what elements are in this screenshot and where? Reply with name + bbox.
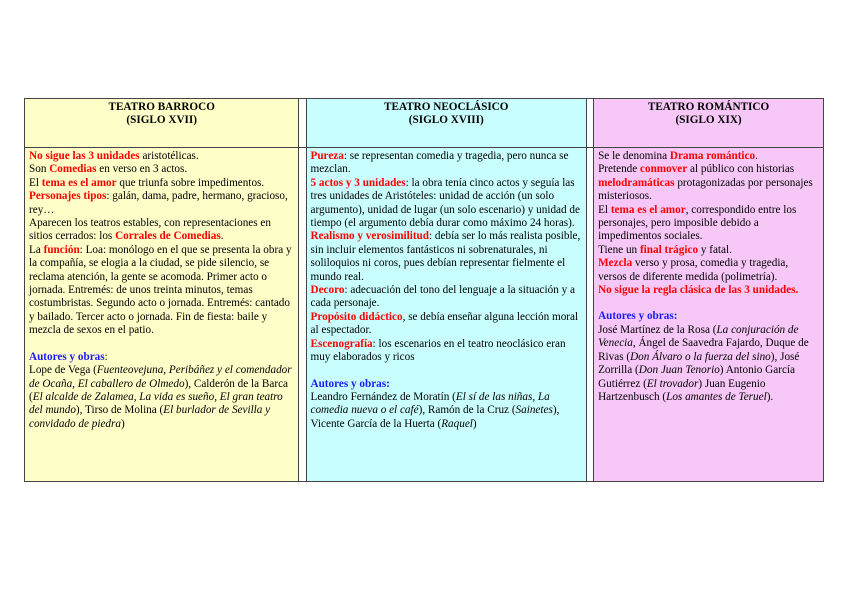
gap-cell — [299, 148, 306, 482]
text: ), Tirso de Molina ( — [75, 404, 164, 417]
text: que triunfa sobre impedimentos. — [116, 176, 265, 189]
keyword: conmover — [640, 163, 688, 176]
keyword: final trágico — [639, 243, 699, 256]
work-title: El sí de las niñas, La comedia nueva o el café — [310, 390, 550, 417]
header-neoclasico-title: TEATRO NEOCLÁSICO — [384, 101, 509, 113]
header-barroco-sub: (SIGLO XVII) — [126, 114, 197, 127]
work-title: El alcalde de Zalamea, La vida es sueño, El gran teatro del mundo — [29, 390, 283, 417]
text: La — [29, 243, 44, 256]
neo-actos — [311, 177, 583, 231]
text: al público con historias — [687, 163, 795, 176]
header-row — [25, 99, 824, 148]
work-title: El burlador de Sevilla y convidado de piedra — [29, 404, 271, 430]
gap-cell — [587, 148, 594, 482]
spacer — [598, 297, 819, 310]
keyword: melodramáticas — [598, 176, 675, 189]
text: ) Juan Eugenio Hartzenbusch ( — [598, 377, 766, 403]
work-title: El trovador — [646, 377, 699, 390]
text: : Loa: monólogo en el que se presenta la obra y la compañía, se elogia a la ciudad, se pide silencio, se reclama atención, la gente se acomoda. Primer acto o jornada. Entremés: de unos treinta minutos, temas costumbristas. Segundo acto o jornada. Entremés: cantado y bailado. Tercer acto o jornada. Fin de fiesta: baile y mezcla de sexos en el patio. — [29, 243, 292, 337]
text: El — [29, 176, 42, 189]
text: Leandro Fernández de Moratín ( — [310, 390, 456, 403]
text: en verso en 3 actos. — [96, 163, 188, 176]
work-title: Los amantes de Teruel — [666, 390, 767, 403]
neo-pureza — [311, 150, 583, 177]
keyword: Comedias — [49, 163, 97, 176]
text: Lope de Vega ( — [29, 364, 97, 377]
barroco-funcion — [29, 244, 294, 338]
barroco-content — [25, 148, 299, 482]
rom-unidades — [598, 284, 819, 297]
text: : adecuación del tono del lenguaje a la situación y a cada personaje. — [310, 284, 575, 310]
text: ), Ramón de la Cruz ( — [418, 404, 516, 417]
spacer — [29, 338, 294, 351]
spacer — [311, 365, 583, 378]
text: : — [104, 350, 108, 363]
romantico-content — [594, 148, 824, 482]
neo-escenografia — [311, 338, 583, 365]
neoclasico-content — [306, 148, 587, 482]
keyword: función — [43, 243, 80, 256]
keyword: tema es el amor — [41, 176, 117, 189]
rom-mezcla — [598, 257, 819, 284]
header-barroco — [25, 99, 299, 148]
keyword: Drama romántico — [669, 150, 756, 162]
text: protagonizadas por personajes misteriosos. — [598, 176, 813, 203]
text: : se representan comedia y tragedia, pero nunca se mezclan. — [310, 150, 569, 176]
text: ) — [472, 417, 477, 430]
neo-realismo — [311, 230, 583, 284]
text: ). — [766, 390, 774, 403]
text: ), Calderón de la Barca ( — [29, 377, 288, 403]
text: : galán, dama, padre, hermano, gracioso, rey… — [29, 190, 288, 216]
text: El — [598, 203, 611, 216]
keyword: Realismo y verosimilitud — [310, 230, 430, 243]
keyword: No sigue las 3 unidades — [29, 150, 140, 162]
header-barroco-title: TEATRO BARROCO — [108, 101, 215, 113]
work-title: Sainetes — [515, 404, 553, 417]
neo-decoro — [311, 284, 583, 311]
rom-autores-heading — [598, 310, 819, 323]
header-neoclasico-sub: (SIGLO XVIII) — [408, 114, 484, 127]
text: . — [795, 284, 799, 297]
work-title: Raquel — [441, 417, 473, 430]
barroco-unidades — [29, 150, 294, 163]
text: ), Vicente García de la Huerta ( — [310, 404, 560, 430]
keyword: 5 actos y 3 unidades — [310, 176, 406, 189]
keyword: Autores y obras: — [310, 377, 390, 390]
work-title: Don Álvaro o la fuerza del sino — [630, 350, 771, 363]
barroco-autores — [29, 364, 294, 431]
text: ), José Zorrilla ( — [598, 350, 800, 377]
header-romantico-title: TEATRO ROMÁNTICO — [647, 101, 770, 113]
text: , correspondido entre los personajes, pero imposible debido a impedimentos sociales. — [598, 203, 797, 243]
text: Aparecen los teatros estables, con representaciones en sitios cerrados: los — [29, 217, 271, 243]
text: , se debía enseñar alguna lección moral al espectador. — [310, 310, 579, 337]
barroco-teatros — [29, 217, 294, 244]
keyword: Mezcla — [598, 257, 633, 270]
keyword: Escenografía — [310, 337, 373, 350]
work-title: Fuenteovejuna, Peribáñez y el comendador de Ocaña, El caballero de Olmedo — [29, 364, 292, 390]
text: aristotélicas. — [139, 150, 199, 162]
rom-drama — [598, 150, 819, 163]
text: José Martínez de la Rosa ( — [598, 323, 717, 336]
text: : los escenarios en el teatro neoclásico eran muy elaborados y ricos — [310, 337, 566, 364]
text: y fatal. — [698, 243, 732, 256]
neo-autores — [311, 391, 583, 431]
text: . — [755, 150, 758, 162]
literature-comparison-table — [24, 98, 824, 482]
keyword: Propósito didáctico — [310, 310, 403, 323]
barroco-personajes — [29, 190, 294, 217]
rom-conmover — [598, 163, 819, 203]
barroco-autores-heading — [29, 351, 294, 364]
neo-autores-heading — [311, 378, 583, 391]
barroco-comedias — [29, 163, 294, 176]
keyword: Personajes tipos — [29, 190, 107, 203]
text: Tiene un — [598, 243, 640, 256]
text: Se le denomina — [598, 150, 670, 162]
text: : la obra tenía cinco actos y seguía las tres unidades de Aristóteles: unidad de acción (un solo argumento), unidad de lugar (un solo escenario) y unidad de tiempo (el argumento debía durar como máximo 24 horas). — [310, 176, 580, 230]
header-romantico — [594, 99, 824, 148]
keyword: Corrales de Comedias — [115, 230, 221, 243]
work-title: Don Juan Tenorio — [638, 364, 720, 377]
rom-autores — [598, 324, 819, 404]
keyword: tema es el amor — [610, 203, 686, 216]
text: ) — [120, 417, 125, 430]
keyword: Pureza — [310, 150, 344, 162]
text: , Ángel de Saavedra Fajardo, Duque de Rivas ( — [598, 337, 809, 363]
keyword: Decoro — [310, 284, 345, 297]
keyword: Autores y obras: — [598, 310, 678, 323]
text: verso y prosa, comedia y tragedia, versos de diferente medida (polimetría). — [598, 257, 789, 283]
barroco-tema — [29, 177, 294, 190]
text: Pretende — [598, 163, 641, 176]
keyword: No sigue la regla clásica de las 3 unidades — [598, 284, 796, 297]
neo-proposito — [311, 311, 583, 338]
content-row — [25, 148, 824, 482]
work-title: La conjuración de Venecia — [598, 323, 799, 350]
rom-final — [598, 244, 819, 257]
rom-tema — [598, 204, 819, 244]
header-neoclasico — [306, 99, 587, 148]
keyword: Autores y obras — [29, 350, 105, 363]
text: Son — [29, 163, 50, 176]
text: ) Antonio García Gutiérrez ( — [598, 364, 795, 390]
gap-cell — [587, 99, 594, 148]
text: . — [220, 230, 224, 243]
header-romantico-sub: (SIGLO XIX) — [675, 114, 742, 127]
text: : debía ser lo más realista posible, sin incluir elementos fantásticos ni sobrenaturales, ni soliloquios ni coros, pues debían representar fielmente el mundo real. — [310, 230, 581, 283]
gap-cell — [299, 99, 306, 148]
